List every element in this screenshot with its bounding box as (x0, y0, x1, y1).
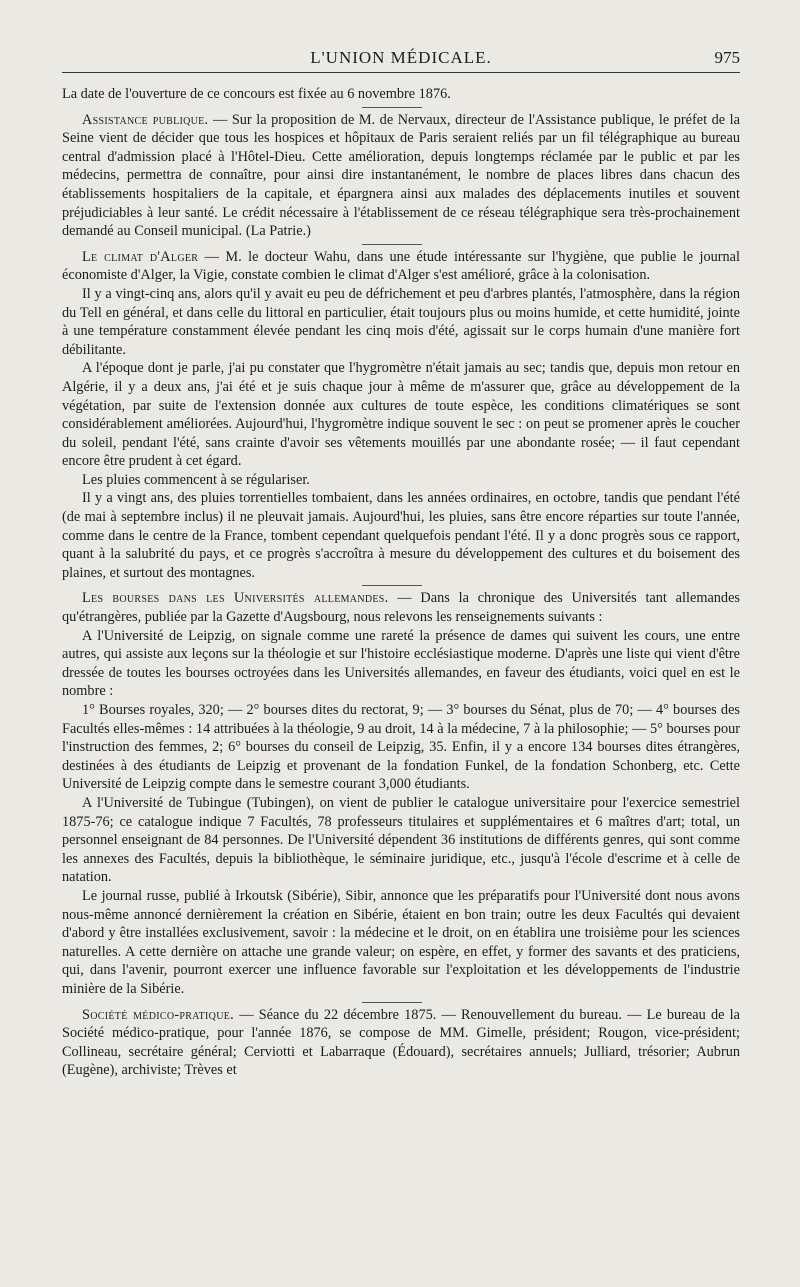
paragraph-siberie (62, 887, 740, 999)
section-heading: Le climat d'Alger (82, 248, 199, 265)
paragraph-text: 1° Bourses royales, 320; — 2° bourses dites du rectorat, 9; — 3° bourses du Sénat, plus de 70; — 4° bourses des Facultés elles-mêmes : 14 attribuées à la théologie, 9 au droit, 14 à la médecine, 7 à la philosophie; — 5° bourses pour l'instruction des femmes, 2; 6° bourses du conseil de Leipzig, 35. Enfin, il y a encore 134 bourses dites étrangères, destinées à des étudiants de Leipzig et provenant de la fondation Funkel, de la fondation Schonberg, etc. Cette Université de Leipzig compte dans le semestre courant 3,000 étudiants. (62, 702, 740, 793)
paragraph-bourses-list (62, 701, 740, 794)
paragraph-text: — Séance du 22 décembre 1875. — Renouvellement du bureau. — Le bureau de la Société médico-pratique, pour l'année 1876, se compose de MM. Gimelle, président; Rougon, vice-président; Collineau, secrétaire général; Cerviotti et Labarraque (Édouard), secrétaires annuels; Julliard, trésorier; Aubrun (Eugène), archiviste; Trèves et (62, 1006, 740, 1079)
article-body (62, 85, 740, 1080)
paragraph-climat-alger (62, 248, 740, 285)
paragraph-pluies (62, 471, 740, 490)
paragraph-assistance (62, 111, 740, 241)
paragraph-text: Les pluies commencent à se régulariser. (82, 471, 310, 488)
section-heading: Assistance publique. (82, 111, 209, 128)
paragraph-bourses (62, 589, 740, 626)
page-number: 975 (714, 48, 740, 67)
paragraph-tubingue (62, 794, 740, 887)
paragraph-text: — Sur la proposition de M. de Nervaux, directeur de l'Assistance publique, le préfet de la Seine vient de décider que tous les hospices et hôpitaux de Paris seraient reliés par un fil télégraphique au bureau central d'admission placé à l'Hôtel-Dieu. Cette amélioration, depuis longtemps réclamée par le public et par les médecins, permettra de connaître, pour ainsi dire instantanément, le nombre de places libres dans chacun des établissements hospitaliers de la capitale, et épargnera ainsi aux malades des déplacements inutiles et souvent préjudiciables à leur santé. Le crédit nécessaire à l'établissement de ce réseau télégraphique sera très-prochainement demandé au Conseil municipal. (La Patrie.) (62, 111, 740, 240)
paragraph-text: Il y a vingt-cinq ans, alors qu'il y avait eu peu de défrichement et peu d'arbres plantés, l'atmosphère, dans la région du Tell en général, et dans celle du littoral en particulier, était toujours plus ou moins humide, et cette humidité, jointe à une température constamment élevée pendant les cinq mois d'été, agissait sur le corps humain d'une manière fort débilitante. (62, 285, 740, 358)
separator (362, 585, 422, 586)
paragraph-text: Le journal russe, publié à Irkoutsk (Sibérie), Sibir, annonce que les préparatifs pour l'Université dont nous avons nous-même annoncé dernièrement la création en Sibérie, étaient en bon train; outre les deux Facultés qui devaient d'abord y être installées exclusivement, savoir : la médecine et le droit, on en établira une troisième pour les sciences naturelles. A cette dernière on attache une grande valeur; on espère, en effet, y former des savants et des praticiens, qui, dans l'avenir, pourront exercer une influence favorable sur l'exploitation et les développements de l'industrie minière de la Sibérie. (62, 887, 740, 997)
paragraph-vingt-cinq-ans (62, 285, 740, 359)
paragraph-societe (62, 1006, 740, 1080)
paragraph-text: — Dans la chronique des Universités tant allemandes qu'étrangères, publiée par la Gazette d'Augsbourg, nous relevons les renseignements suivants : (62, 590, 740, 626)
paragraph-text: — M. le docteur Wahu, dans une étude intéressante sur l'hygiène, que publie le journal économiste d'Alger, la Vigie, constate combien le climat d'Alger s'est amélioré, grâce à la colonisation. (62, 248, 741, 284)
paragraph-text: La date de l'ouverture de ce concours est fixée au 6 novembre 1876. (62, 86, 451, 102)
paragraph-text: A l'époque dont je parle, j'ai pu constater que l'hygromètre n'était jamais au sec; tandis que, depuis mon retour en Algérie, il y a deux ans, j'ai été et je suis chaque jour à même de m'assurer que, grâce au développement de la végétation, par suite de l'extension donnée aux cultures de toute espèce, les conditions climatériques se sont considérablement améliorées. Aujourd'hui, l'hygromètre indique souvent le sec : on peut se promener après le coucher du soleil, pendant l'été, sans crainte d'avoir ses vêtements mouillés par une abondante rosée; — il faut cependant encore être prudent à cet égard. (62, 360, 740, 470)
paragraph-text: Il y a vingt ans, des pluies torrentielles tombaient, dans les années ordinaires, en octobre, tandis que pendant l'été (de mai à septembre inclus) il ne pleuvait jamais. Aujourd'hui, les pluies, sans être encore réparties sur toute l'année, comme dans le centre de la France, tombent cependant quelquefois pendant l'été. Il y a donc progrès sous ce rapport, quant à la salubrité du pays, et ce progrès s'accroîtra à mesure du développement des cultures et du boisement des plaines, et surtout des montagnes. (62, 490, 740, 581)
paragraph-concours-date (62, 85, 740, 104)
paragraph-text: A l'Université de Leipzig, on signale comme une rareté la présence de dames qui suivent les cours, une entre autres, qui assiste aux leçons sur la théologie et sur l'histoire ecclésiastique moderne. D'après une liste qui vient d'être dressée de toutes les bourses octroyées dans les Universités allemandes, en faveur des étudiants, voici quel en est le nombre : (62, 627, 740, 700)
paragraph-text: A l'Université de Tubingue (Tubingen), on vient de publier le catalogue universitaire pour l'exercice semestriel 1875-76; ce catalogue indique 7 Facultés, 78 professeurs titulaires et supplémentaires et 6 maîtres d'art; total, un personnel enseignant de 84 personnes. De l'Université dépendent 36 institutions de différents genres, qui sont comme les annexes des Facultés, depuis la bibliothèque, le séminaire juridique, etc., jusqu'à l'école d'escrime et à celle de natation. (62, 794, 740, 886)
separator (362, 1002, 422, 1003)
paragraph-hygrometre (62, 359, 740, 471)
running-title: L'UNION MÉDICALE. (310, 48, 492, 67)
page-header (62, 38, 740, 73)
separator (362, 244, 422, 245)
paragraph-vingt-ans (62, 489, 740, 582)
section-heading: Les bourses dans les Universités allemandes. (82, 590, 389, 607)
paragraph-leipzig (62, 627, 740, 701)
separator (362, 107, 422, 108)
section-heading: Société médico-pratique. (82, 1006, 235, 1023)
